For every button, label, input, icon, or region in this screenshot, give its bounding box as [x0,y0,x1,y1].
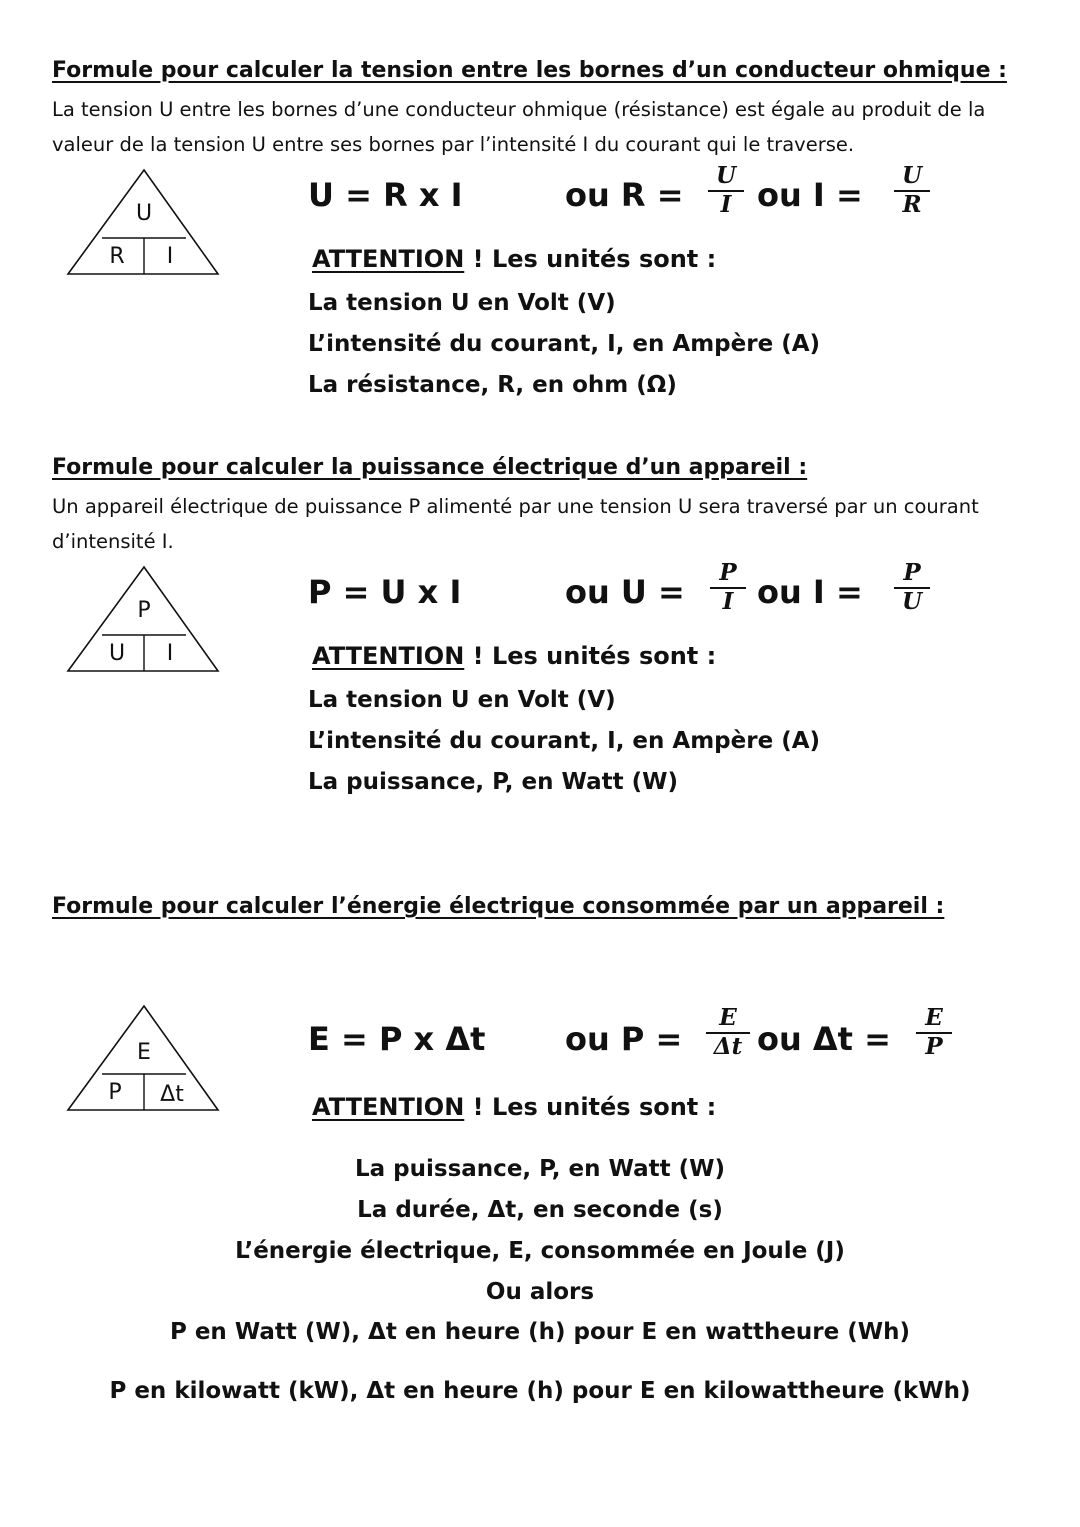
formula-alt-1: ou R = [565,176,684,214]
section-text-tension: La tension U entre les bornes d’une conducteur ohmique (résistance) est égale au produit de la valeur de la tension U entre ses bornes par l’intensité I du courant qui le traverse. [52,98,986,156]
fraction-1 [706,1006,750,1059]
attention-rest: ! Les unités sont : [464,642,717,670]
unit-line: L’énergie électrique, E, consommée en Joule (J) [235,1238,845,1264]
fraction-2 [894,561,930,614]
unit-line: La résistance, R, en ohm (Ω) [308,372,677,398]
triangle-left-label: U [108,641,126,666]
unit-line-or: Ou alors [485,1279,595,1305]
fraction-denominator: U [901,588,923,615]
attention-word: ATTENTION [312,245,465,273]
triangle-right-label: I [166,641,174,666]
section-heading-tension: Formule pour calculer la tension entre les bornes d’un conducteur ohmique : [52,58,1007,83]
section-heading-energie: Formule pour calculer l’énergie électrique consommée par un appareil : [52,894,945,919]
formula-alt-2: ou I = [757,176,863,214]
attention-word: ATTENTION [312,642,465,670]
section-heading-puissance: Formule pour calculer la puissance électrique d’un appareil : [52,455,808,480]
fraction-1 [708,164,744,217]
triangle-diagram-uri [62,166,224,278]
triangle-left-label: R [109,244,125,269]
triangle-right-label: Δt [160,1082,184,1107]
fraction-numerator: P [710,561,746,589]
fraction-numerator: E [706,1006,750,1034]
unit-line: P en kilowatt (kW), Δt en heure (h) pour E en kilowattheure (kWh) [109,1378,971,1404]
triangle-right-label: I [166,244,174,269]
unit-line: L’intensité du courant, I, en Ampère (A) [308,331,821,357]
triangle-left-label: P [108,1080,122,1105]
attention-rest: ! Les unités sont : [464,245,717,273]
triangle-top-label: U [135,201,153,226]
unit-line: P en Watt (W), Δt en heure (h) pour E en wattheure (Wh) [169,1319,911,1345]
formula-alt-1: ou U = [565,573,685,611]
fraction-1 [710,561,746,614]
triangle-top-label: P [137,598,151,623]
attention-line [312,1093,716,1121]
attention-line [312,642,716,670]
fraction-denominator: I [720,191,732,218]
unit-line: L’intensité du courant, I, en Ampère (A) [308,728,821,754]
formula-main: E = P x Δt [308,1020,486,1058]
fraction-2 [894,164,930,217]
fraction-2 [916,1006,952,1059]
fraction-denominator: P [925,1033,943,1060]
formula-alt-2: ou Δt = [757,1020,891,1058]
attention-word: ATTENTION [312,1093,465,1121]
unit-line: La tension U en Volt (V) [308,290,616,316]
fraction-numerator: E [916,1006,952,1034]
fraction-numerator: U [894,164,930,192]
triangle-diagram-pui [62,563,224,675]
triangle-top-label: E [137,1040,151,1065]
attention-line [312,245,716,273]
unit-line: La durée, Δt, en seconde (s) [357,1197,723,1223]
formula-main: U = R x I [308,176,463,214]
formula-alt-2: ou I = [757,573,863,611]
attention-rest: ! Les unités sont : [464,1093,717,1121]
fraction-denominator: R [902,191,922,218]
unit-line: La puissance, P, en Watt (W) [308,769,678,795]
fraction-denominator: Δt [713,1033,743,1060]
section-text-puissance: Un appareil électrique de puissance P alimenté par une tension U sera traversé par un courant d’intensité I. [52,495,979,553]
unit-line: La puissance, P, en Watt (W) [355,1156,725,1182]
fraction-denominator: I [722,588,734,615]
triangle-diagram-epdt [62,1002,224,1114]
fraction-numerator: P [894,561,930,589]
unit-line: La tension U en Volt (V) [308,687,616,713]
fraction-numerator: U [708,164,744,192]
formula-alt-1: ou P = [565,1020,683,1058]
formula-main: P = U x I [308,573,462,611]
